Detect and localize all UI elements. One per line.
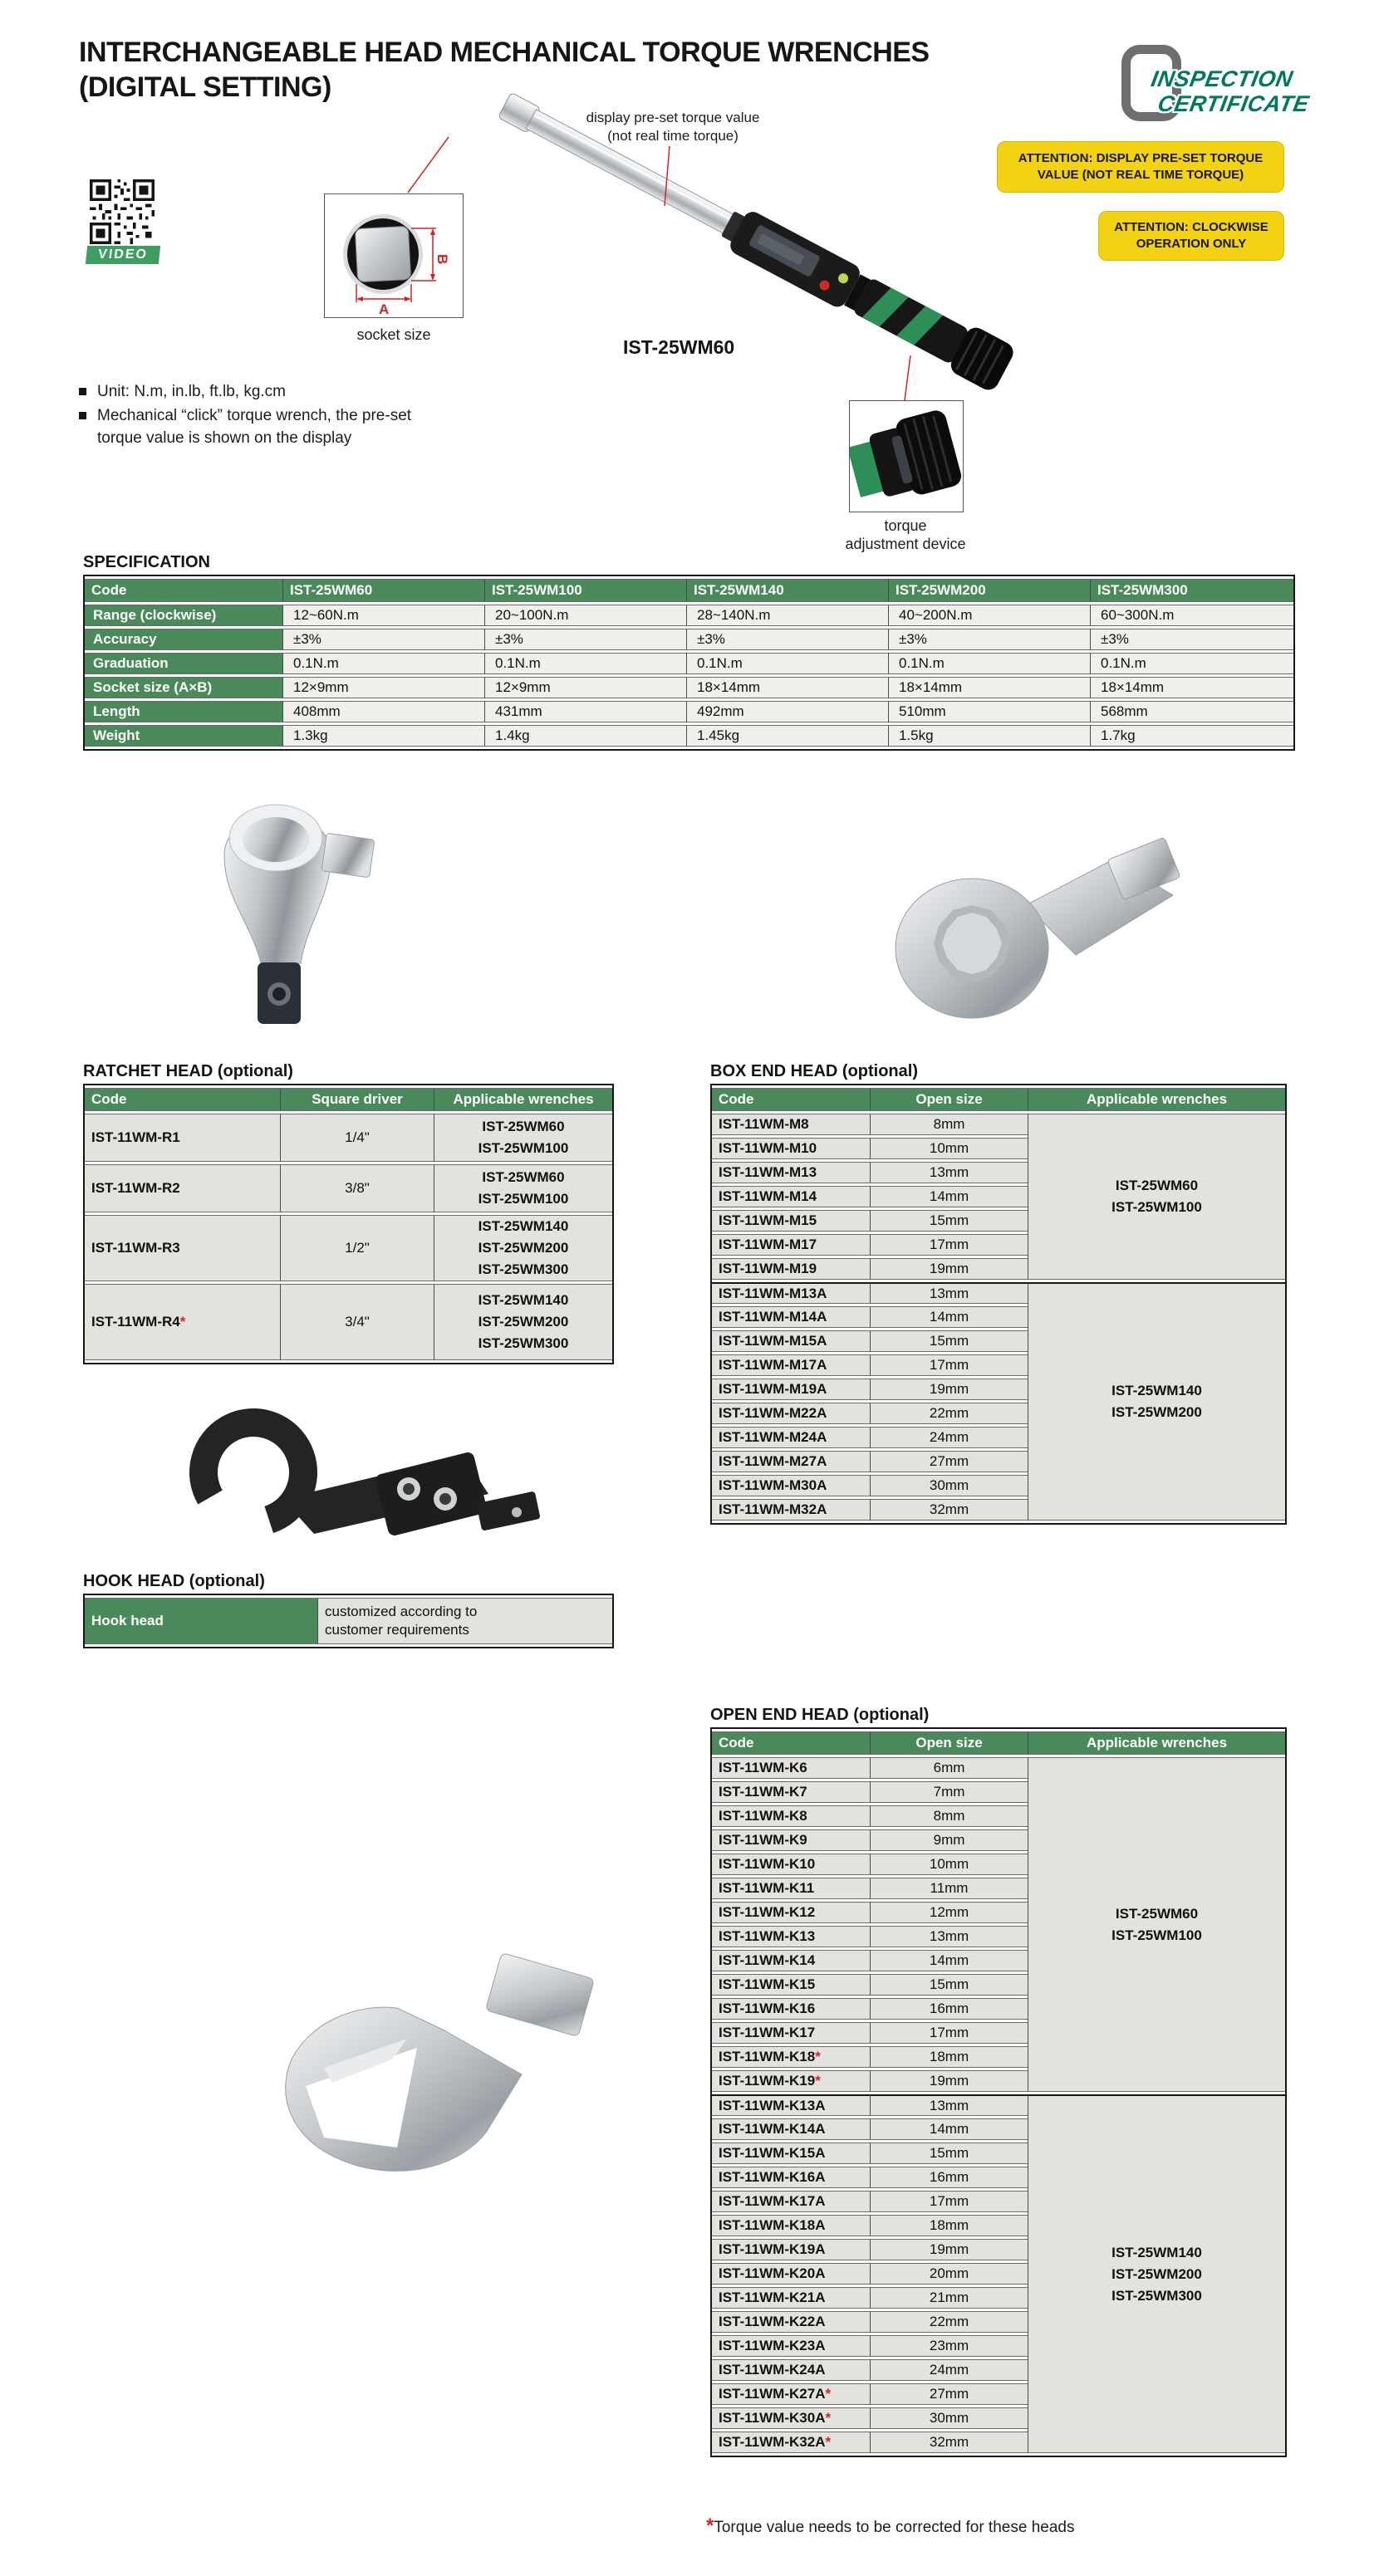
spec-value: 1.5kg (888, 725, 1090, 747)
spec-value: 1.7kg (1090, 725, 1293, 747)
col-header: Code (85, 579, 282, 602)
open-size: 24mm (870, 1427, 1028, 1448)
video-badge: VIDEO (86, 246, 160, 264)
open-size: 14mm (870, 2118, 1028, 2140)
spec-value: 12×9mm (484, 677, 686, 698)
bullet-square-icon (79, 388, 86, 395)
open-size: 32mm (870, 2432, 1028, 2453)
head-code: IST-11WM-M19A (712, 1379, 870, 1400)
spec-value: 20~100N.m (484, 605, 686, 626)
spec-value: 431mm (484, 701, 686, 722)
open-size: 22mm (870, 2311, 1028, 2333)
spec-value: 12~60N.m (282, 605, 484, 626)
open-size: 14mm (870, 1950, 1028, 1971)
head-code: IST-11WM-K16 (712, 1998, 870, 2020)
open-size: 15mm (870, 1210, 1028, 1232)
asterisk-mark: * (179, 1314, 186, 1330)
head-code: IST-11WM-K17A (712, 2191, 870, 2212)
open-size: 12mm (870, 1902, 1028, 1923)
head-code: IST-11WM-R3 (85, 1215, 280, 1281)
head-code: IST-11WM-R4* (85, 1284, 280, 1360)
spec-value: 0.1N.m (282, 653, 484, 674)
open-size: 30mm (870, 2407, 1028, 2429)
table-row (712, 1282, 1285, 1304)
open-end-table (710, 1727, 1287, 2457)
head-code: IST-11WM-K19* (712, 2070, 870, 2092)
spec-value: 1.4kg (484, 725, 686, 747)
spec-row-label: Range (clockwise) (85, 605, 282, 626)
open-size: 14mm (870, 1186, 1028, 1207)
head-code: IST-11WM-K16A (712, 2167, 870, 2188)
footnote-asterisk: * (706, 2515, 714, 2537)
spec-value: 492mm (686, 701, 888, 722)
applicable-wrenches-cell: IST-25WM60 IST-25WM100 (1028, 1114, 1285, 1280)
open-size: 15mm (870, 1974, 1028, 1996)
logo-text-line1: INSPECTION (1149, 66, 1295, 91)
head-code: IST-11WM-M32A (712, 1499, 870, 1521)
table-row (85, 1284, 612, 1360)
hook-heading: HOOK HEAD (optional) (83, 1572, 265, 1590)
head-code: IST-11WM-K8 (712, 1805, 870, 1827)
head-code: IST-11WM-K20A (712, 2263, 870, 2285)
open-size: 6mm (870, 1757, 1028, 1779)
spec-value: ±3% (484, 629, 686, 650)
head-code: IST-11WM-K6 (712, 1757, 870, 1779)
spec-value: 18×14mm (686, 677, 888, 698)
spec-value: 40~200N.m (888, 605, 1090, 626)
open-size: 17mm (870, 2022, 1028, 2044)
head-code: IST-11WM-K24A (712, 2359, 870, 2381)
page-title-line2: (DIGITAL SETTING) (79, 71, 331, 103)
table-row (85, 605, 1293, 626)
dim-b-label: B (434, 254, 450, 265)
open-size: 27mm (870, 1451, 1028, 1472)
spec-row-label: Socket size (A×B) (85, 677, 282, 698)
spec-value: ±3% (888, 629, 1090, 650)
spec-value: 1.3kg (282, 725, 484, 747)
open-size: 24mm (870, 2359, 1028, 2381)
head-code: IST-11WM-K7 (712, 1781, 870, 1803)
spec-value: 1.45kg (686, 725, 888, 747)
bullet-mechanical (79, 404, 469, 449)
table-row (85, 1164, 612, 1212)
footnote (706, 2515, 1074, 2538)
square-driver: 3/4" (280, 1284, 434, 1360)
head-code: IST-11WM-K15 (712, 1974, 870, 1996)
head-code: IST-11WM-K14 (712, 1950, 870, 1971)
head-code: IST-11WM-M15 (712, 1210, 870, 1232)
col-header: Code (712, 1088, 870, 1111)
head-code: IST-11WM-K32A* (712, 2432, 870, 2453)
bullet-unit-text: Unit: N.m, in.lb, ft.lb, kg.cm (97, 383, 286, 400)
bullet-mechanical-text: Mechanical “click” torque wrench, the pre-set torque value is shown on the display (97, 407, 412, 447)
head-code: IST-11WM-M10 (712, 1138, 870, 1159)
spec-value: 60~300N.m (1090, 605, 1293, 626)
head-code: IST-11WM-R1 (85, 1114, 280, 1162)
head-code: IST-11WM-M30A (712, 1475, 870, 1496)
col-header: Applicable wrenches (434, 1088, 612, 1111)
applicable-wrenches-cell: IST-25WM60 IST-25WM100 (434, 1164, 612, 1212)
col-header: Code (712, 1731, 870, 1755)
head-code: IST-11WM-R2 (85, 1164, 280, 1212)
open-size: 19mm (870, 2239, 1028, 2260)
head-code: IST-11WM-K14A (712, 2118, 870, 2140)
torque-device-inset-photo (849, 400, 964, 512)
head-code: IST-11WM-K11 (712, 1878, 870, 1899)
socket-inset-photo (324, 193, 464, 318)
ratchet-heading: RATCHET HEAD (optional) (83, 1062, 293, 1080)
page-title-line1: INTERCHANGEABLE HEAD MECHANICAL TORQUE WRENCHES (79, 37, 930, 68)
head-code: IST-11WM-M13 (712, 1162, 870, 1183)
head-code: IST-11WM-K12 (712, 1902, 870, 1923)
head-code: IST-11WM-M24A (712, 1427, 870, 1448)
head-code: IST-11WM-K18* (712, 2046, 870, 2068)
col-header: Code (85, 1088, 280, 1111)
head-code: IST-11WM-K19A (712, 2239, 870, 2260)
open-size: 20mm (870, 2263, 1028, 2285)
table-header-row (85, 1088, 612, 1111)
spec-value: 408mm (282, 701, 484, 722)
torque-caption-line2: adjustment device (845, 536, 966, 552)
qr-code-image (90, 179, 155, 244)
open-size: 18mm (870, 2215, 1028, 2236)
table-row (712, 1114, 1285, 1135)
open-size: 13mm (870, 1926, 1028, 1947)
open-size: 7mm (870, 1781, 1028, 1803)
spec-value: 568mm (1090, 701, 1293, 722)
spec-value: ±3% (1090, 629, 1293, 650)
table-row (712, 2094, 1285, 2116)
head-code: IST-11WM-K10 (712, 1854, 870, 1875)
socket-size-caption: socket size (356, 326, 431, 343)
head-code: IST-11WM-K13A (712, 2094, 870, 2116)
torque-device-caption (822, 517, 989, 553)
bullet-square-icon (79, 412, 86, 419)
head-code: IST-11WM-M22A (712, 1403, 870, 1424)
feature-bullets (79, 380, 469, 449)
open-size: 13mm (870, 2094, 1028, 2116)
applicable-wrenches-cell: IST-25WM140 IST-25WM200 IST-25WM300 (434, 1284, 612, 1360)
spec-value: 18×14mm (1090, 677, 1293, 698)
logo-text-line2: CERTIFICATE (1156, 91, 1312, 116)
col-header: Open size (870, 1088, 1028, 1111)
open-size: 13mm (870, 1162, 1028, 1183)
applicable-wrenches-cell: IST-25WM140 IST-25WM200 IST-25WM300 (1028, 2094, 1285, 2453)
spec-value: 18×14mm (888, 677, 1090, 698)
spec-value: 0.1N.m (888, 653, 1090, 674)
open-size: 19mm (870, 1258, 1028, 1280)
head-code: IST-11WM-K18A (712, 2215, 870, 2236)
open-size: 8mm (870, 1114, 1028, 1135)
table-row (712, 1757, 1285, 1779)
open-size: 21mm (870, 2287, 1028, 2309)
hook-table (83, 1594, 614, 1648)
attention-box-display: ATTENTION: DISPLAY PRE-SET TORQUE VALUE (NOT REAL TIME TORQUE) (997, 141, 1284, 193)
table-header-row (712, 1088, 1285, 1111)
open-size: 17mm (870, 2191, 1028, 2212)
head-code: IST-11WM-M15A (712, 1330, 870, 1352)
box-end-heading: BOX END HEAD (optional) (710, 1062, 918, 1080)
open-size: 13mm (870, 1282, 1028, 1304)
col-header: IST-25WM100 (484, 579, 686, 602)
socket-drawing (325, 194, 463, 317)
torque-device-drawing (850, 401, 963, 512)
open-size: 19mm (870, 1379, 1028, 1400)
head-code: IST-11WM-K17 (712, 2022, 870, 2044)
table-header-row (712, 1731, 1285, 1755)
open-size: 30mm (870, 1475, 1028, 1496)
table-row (85, 725, 1293, 747)
open-size: 18mm (870, 2046, 1028, 2068)
head-code: IST-11WM-K9 (712, 1829, 870, 1851)
open-size: 15mm (870, 2143, 1028, 2164)
open-size: 16mm (870, 2167, 1028, 2188)
ratchet-head-photo (174, 785, 424, 1034)
display-annotation-line2: (not real time torque) (607, 128, 739, 144)
col-header: IST-25WM300 (1090, 579, 1293, 602)
head-code: IST-11WM-K13 (712, 1926, 870, 1947)
head-code: IST-11WM-M17A (712, 1354, 870, 1376)
spec-value: ±3% (686, 629, 888, 650)
head-code: IST-11WM-M14 (712, 1186, 870, 1207)
open-size: 17mm (870, 1234, 1028, 1256)
spec-value: 0.1N.m (484, 653, 686, 674)
table-row (85, 1114, 612, 1162)
col-header: IST-25WM140 (686, 579, 888, 602)
col-header: Applicable wrenches (1028, 1088, 1285, 1111)
spec-row-label: Accuracy (85, 629, 282, 650)
open-size: 27mm (870, 2383, 1028, 2405)
hook-row-label: Hook head (85, 1598, 317, 1644)
open-end-heading: OPEN END HEAD (optional) (710, 1706, 930, 1724)
head-code: IST-11WM-M27A (712, 1451, 870, 1472)
col-header: IST-25WM200 (888, 579, 1090, 602)
head-code: IST-11WM-M17 (712, 1234, 870, 1256)
spec-table (83, 575, 1295, 751)
attention-box-clockwise: ATTENTION: CLOCKWISE OPERATION ONLY (1098, 211, 1284, 261)
table-row (85, 1215, 612, 1281)
footnote-text: Torque value needs to be corrected for these heads (714, 2519, 1075, 2536)
box-end-table (710, 1084, 1287, 1525)
table-row (85, 701, 1293, 722)
hook-head-photo (116, 1383, 540, 1561)
col-header: Square driver (280, 1088, 434, 1111)
col-header: Open size (870, 1731, 1028, 1755)
spec-row-label: Length (85, 701, 282, 722)
applicable-wrenches-cell: IST-25WM60 IST-25WM100 (434, 1114, 612, 1162)
head-code: IST-11WM-M13A (712, 1282, 870, 1304)
col-header: IST-25WM60 (282, 579, 484, 602)
open-size: 11mm (870, 1878, 1028, 1899)
open-size: 15mm (870, 1330, 1028, 1352)
open-size: 16mm (870, 1998, 1028, 2020)
display-annotation-line1: display pre-set torque value (586, 110, 760, 125)
open-end-head-photo (199, 1935, 648, 2184)
table-row (85, 653, 1293, 674)
open-size: 17mm (870, 1354, 1028, 1376)
col-header: Applicable wrenches (1028, 1731, 1285, 1755)
spec-value: 0.1N.m (686, 653, 888, 674)
spec-value: 510mm (888, 701, 1090, 722)
head-code: IST-11WM-M14A (712, 1306, 870, 1328)
table-row (85, 677, 1293, 698)
applicable-wrenches-cell: IST-25WM60 IST-25WM100 (1028, 1757, 1285, 2092)
open-size: 23mm (870, 2335, 1028, 2357)
applicable-wrenches-cell: IST-25WM140 IST-25WM200 IST-25WM300 (434, 1215, 612, 1281)
head-code: IST-11WM-K15A (712, 2143, 870, 2164)
square-driver: 3/8" (280, 1164, 434, 1212)
spec-value: ±3% (282, 629, 484, 650)
head-code: IST-11WM-K27A* (712, 2383, 870, 2405)
model-label: IST-25WM60 (623, 336, 735, 358)
spec-row-label: Graduation (85, 653, 282, 674)
inspection-certificate-logo (1121, 45, 1329, 136)
open-size: 19mm (870, 2070, 1028, 2092)
open-size: 8mm (870, 1805, 1028, 1827)
torque-caption-line1: torque (884, 517, 927, 534)
spec-heading: SPECIFICATION (83, 553, 210, 571)
hook-row-value: customized according to customer requirements (317, 1598, 612, 1644)
open-size: 10mm (870, 1854, 1028, 1875)
open-size: 9mm (870, 1829, 1028, 1851)
spec-value: 0.1N.m (1090, 653, 1293, 674)
square-driver: 1/2" (280, 1215, 434, 1281)
spec-value: 12×9mm (282, 677, 484, 698)
box-end-head-photo (839, 822, 1188, 1038)
open-size: 10mm (870, 1138, 1028, 1159)
square-driver: 1/4" (280, 1114, 434, 1162)
open-size: 22mm (870, 1403, 1028, 1424)
table-header-row (85, 579, 1293, 602)
table-row (85, 1598, 612, 1644)
bullet-unit (79, 380, 469, 403)
head-code: IST-11WM-M19 (712, 1258, 870, 1280)
head-code: IST-11WM-K23A (712, 2335, 870, 2357)
head-code: IST-11WM-K22A (712, 2311, 870, 2333)
display-annotation (581, 109, 764, 145)
open-size: 32mm (870, 1499, 1028, 1521)
ratchet-table (83, 1084, 614, 1364)
head-code: IST-11WM-M8 (712, 1114, 870, 1135)
head-code: IST-11WM-K30A* (712, 2407, 870, 2429)
table-row (85, 629, 1293, 650)
dim-a-label: A (379, 301, 390, 317)
applicable-wrenches-cell: IST-25WM140 IST-25WM200 (1028, 1282, 1285, 1521)
head-code: IST-11WM-K21A (712, 2287, 870, 2309)
open-size: 14mm (870, 1306, 1028, 1328)
spec-row-label: Weight (85, 725, 282, 747)
spec-value: 28~140N.m (686, 605, 888, 626)
